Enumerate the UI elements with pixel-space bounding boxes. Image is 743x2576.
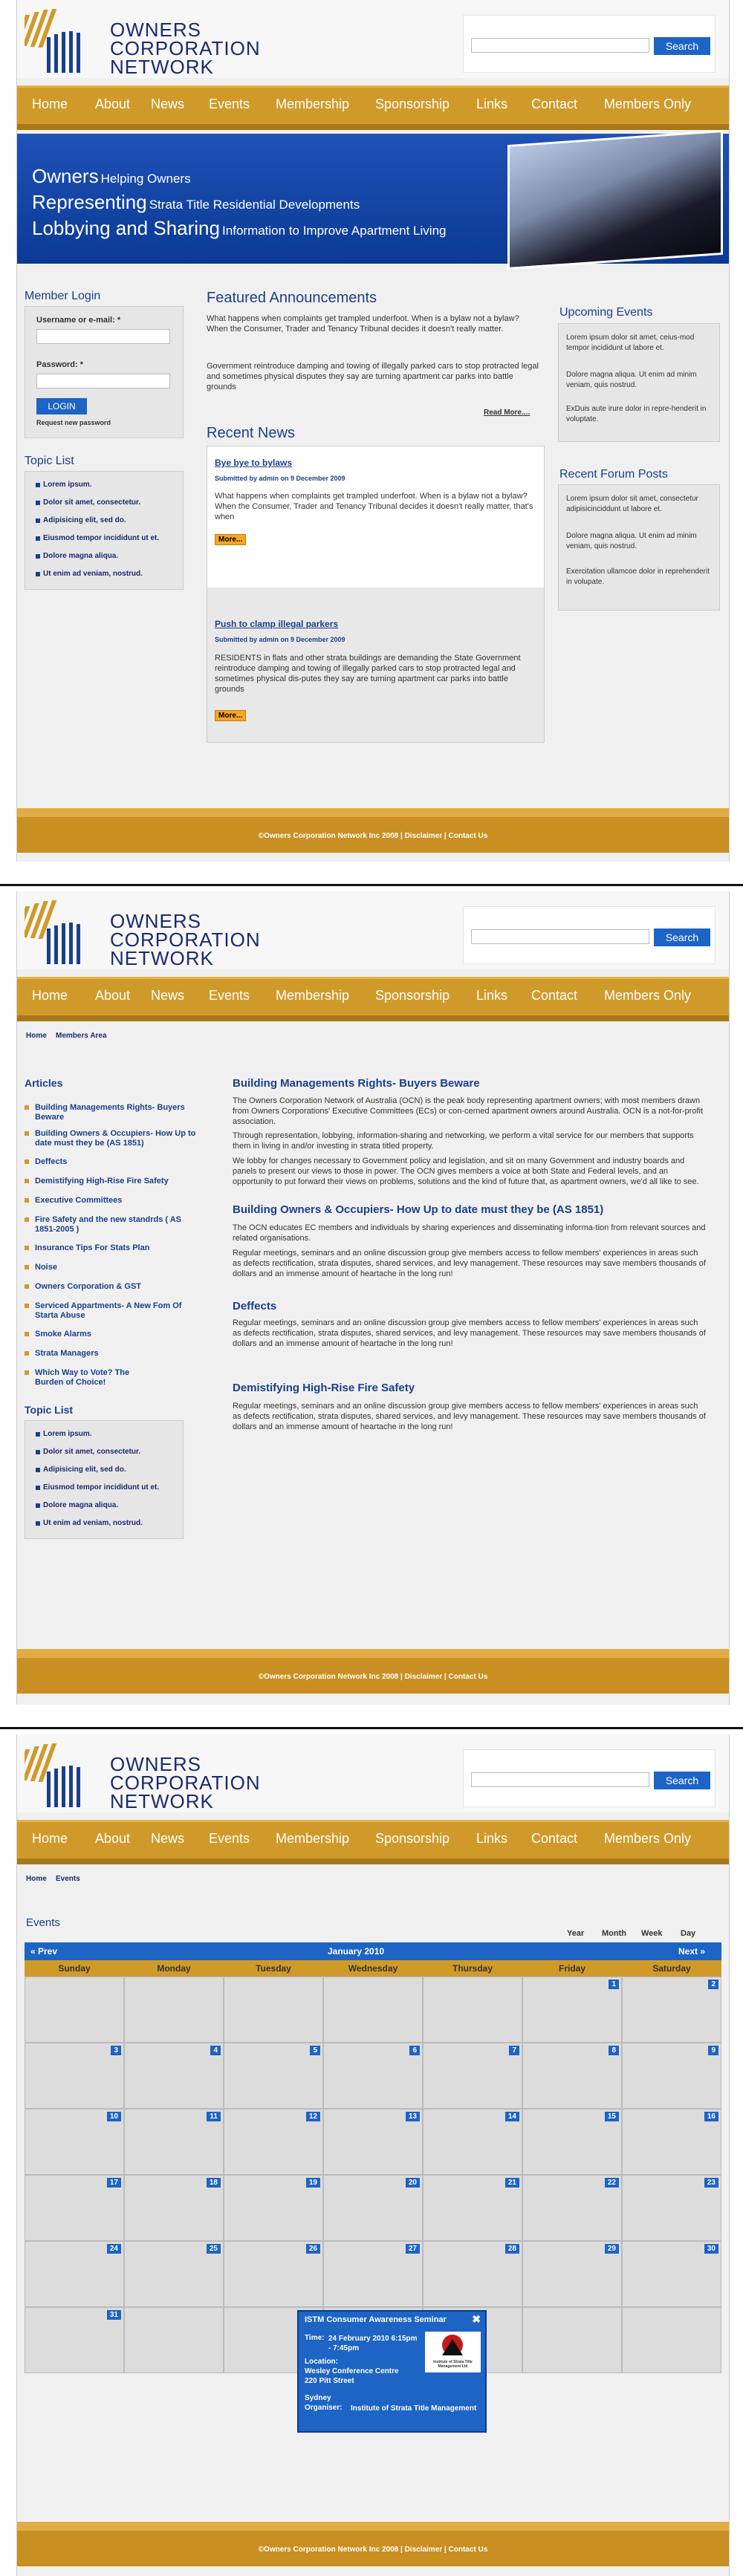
calendar-day-cell[interactable] — [124, 2109, 224, 2175]
nav-news[interactable]: News — [151, 988, 185, 1003]
topic-item[interactable]: Adipisicing elit, sed do. — [43, 516, 126, 524]
breadcrumb — [17, 1029, 729, 1044]
breadcrumb-events[interactable]: Events — [56, 1875, 80, 1883]
main-nav — [17, 977, 729, 1021]
day-number[interactable]: 2 — [708, 1980, 718, 1989]
footer-text[interactable]: ©Owners Corporation Network Inc 2008 | Disclaimer | Contact Us — [258, 2546, 488, 2554]
news-text: What happens when complaints get trampled underfoot. When is a bylaw not a bylaw? When the Consumer, Trader and Tenancy Tribunal decides it doesn't really matter, that's when — [215, 492, 533, 521]
forum-p3: Exercitation ullamcoe dolor in reprehenderit in volupate. — [566, 567, 710, 586]
footer — [17, 1649, 729, 1694]
article-paragraph: Regular meetings, seminars and an online discussion group give members access to fellow members' experiences in areas such as defects rectification, strata disputes, shared services, and levy management. These resources may save members thousands of dollars and an immense amount of heartache in the long run! — [233, 1249, 706, 1278]
calendar-day-cell[interactable] — [323, 2043, 423, 2109]
view-year[interactable]: Year — [567, 1929, 585, 1938]
nav-contact[interactable]: Contact — [531, 988, 578, 1003]
calendar-day-cell — [423, 1977, 522, 2043]
forum-panel — [558, 484, 720, 611]
calendar-day-cell[interactable] — [224, 2043, 323, 2109]
news-byline: Submitted by admin on 9 December 2009 — [215, 475, 345, 482]
nav-members-only[interactable]: Members Only — [604, 97, 692, 111]
day-number[interactable]: 7 — [509, 2046, 519, 2055]
calendar-day-cell[interactable] — [622, 2109, 721, 2175]
day-number[interactable]: 12 — [306, 2112, 320, 2121]
day-number[interactable]: 31 — [107, 2310, 121, 2320]
day-number[interactable]: 24 — [107, 2244, 121, 2254]
article-link[interactable]: Executive Committees — [35, 1196, 198, 1206]
day-header: Friday — [558, 1963, 585, 1974]
logo-text: OWNERS CORPORATION NETWORK — [110, 19, 261, 78]
banner-line-1: Owners Helping Owners — [32, 165, 191, 187]
nav-home[interactable]: Home — [32, 1831, 68, 1846]
calendar-day-cell[interactable] — [124, 2043, 224, 2109]
calendar-day-cell[interactable] — [323, 2241, 423, 2307]
calendar-day-cell[interactable] — [522, 2175, 622, 2241]
topic-item[interactable]: Dolor sit amet, consectetur. — [43, 1448, 141, 1456]
footer — [17, 2522, 729, 2566]
nav-members-only[interactable]: Members Only — [604, 988, 692, 1003]
view-day[interactable]: Day — [681, 1929, 696, 1938]
day-number[interactable]: 19 — [306, 2178, 320, 2188]
topic-list-title: Topic List — [25, 1404, 74, 1416]
events-title: Events — [26, 1916, 60, 1929]
calendar-day-cell[interactable] — [522, 1977, 622, 2043]
logo-text: OWNERS CORPORATION NETWORK — [110, 1753, 261, 1812]
nav-events[interactable]: Events — [209, 988, 250, 1003]
login-title: Member Login — [25, 290, 101, 302]
calendar-day-cell[interactable] — [124, 2175, 224, 2241]
nav-news[interactable]: News — [151, 97, 185, 111]
calendar-day-cell[interactable] — [423, 2109, 522, 2175]
day-number[interactable]: 30 — [704, 2244, 718, 2254]
article-link[interactable]: Building Managements Rights- Buyers Beware — [35, 1103, 198, 1122]
nav-about[interactable]: About — [95, 1831, 131, 1846]
breadcrumb-members[interactable]: Members Area — [56, 1032, 107, 1040]
search-area — [463, 1749, 716, 1807]
day-header: Saturday — [652, 1963, 691, 1974]
calendar — [25, 1942, 721, 2413]
search-input[interactable] — [471, 38, 649, 53]
breadcrumb-home[interactable]: Home — [26, 1032, 47, 1040]
day-number[interactable]: 25 — [207, 2244, 221, 2254]
day-number[interactable]: 1 — [609, 1980, 619, 1989]
nav-members-only[interactable]: Members Only — [604, 1831, 692, 1846]
news-more-button[interactable]: More... — [215, 710, 246, 721]
article-paragraph: Regular meetings, seminars and an online discussion group give members access to fellow members' experiences in areas such as defects rectification, strata disputes, shared services, and levy management. These resources may save members thousands of dollars and an immense amount of heartache in the long run! — [233, 1318, 706, 1348]
popup-location-label: Location: — [305, 2358, 338, 2366]
calendar-day-cell[interactable] — [522, 2043, 622, 2109]
calendar-day-cell[interactable] — [622, 2175, 721, 2241]
calendar-day-cell[interactable] — [224, 2175, 323, 2241]
article-link[interactable]: Which Way to Vote? The Burden of Choice! — [35, 1368, 154, 1388]
forum-p2: Dolore magna aliqua. Ut enim ad minim veniam, quis nostrud. — [566, 532, 697, 550]
day-number[interactable]: 26 — [306, 2244, 320, 2254]
page-members — [16, 891, 730, 1705]
calendar-day-cell — [124, 1977, 224, 2043]
ocn-logo — [25, 1742, 95, 1809]
nav-home[interactable]: Home — [32, 97, 68, 111]
topic-item[interactable]: Ut enim ad veniam, nostrud. — [43, 570, 143, 578]
topic-list-panel — [25, 1420, 184, 1539]
article-link[interactable]: Owners Corporation & GST — [35, 1282, 198, 1292]
calendar-day-cell[interactable] — [522, 2241, 622, 2307]
article-link[interactable]: Strata Managers — [35, 1349, 198, 1359]
header — [17, 0, 729, 78]
day-number[interactable]: 20 — [406, 2178, 420, 2188]
news-title-link[interactable]: Push to clamp illegal parkers — [215, 619, 339, 629]
news-text: RESIDENTS in flats and other strata buildings are demanding the State Government reintroduce damping and towing of illegally parked cars to stop protracted legal and sometimes physical dis-putes they say are turning apartment car parks into battle grounds — [215, 654, 521, 694]
day-header: Sunday — [58, 1963, 91, 1974]
hero-banner — [17, 134, 729, 264]
nav-news[interactable]: News — [151, 1831, 185, 1846]
article-link[interactable]: Fire Safety and the new standrds ( AS 1851-2005 ) — [35, 1215, 191, 1235]
month-label: January 2010 — [328, 1946, 385, 1957]
popup-organiser: Institute of Strata Title Management — [351, 2404, 477, 2413]
forum-p1: Lorem ipsum dolor sit amet, consectetur adipisicinciddunt ut labore et. — [566, 495, 698, 513]
calendar-day-cell[interactable] — [622, 2043, 721, 2109]
footer-text[interactable]: ©Owners Corporation Network Inc 2008 | Disclaimer | Contact Us — [258, 832, 488, 840]
article-link[interactable]: Smoke Alarms — [35, 1330, 198, 1339]
nav-membership[interactable]: Membership — [276, 1831, 350, 1846]
calendar-day-cell[interactable] — [25, 2109, 124, 2175]
day-number[interactable]: 13 — [406, 2112, 420, 2121]
calendar-day-cell — [522, 2307, 622, 2373]
popup-location-2: 220 Pitt Street — [305, 2377, 354, 2385]
article-paragraph: Regular meetings, seminars and an online discussion group give members access to fellow members' experiences in areas such as defects rectification, strata disputes, shared services, and levy management. These resources may save members thousands of dollars and an immense amount of heartache in the long run! — [233, 1402, 706, 1431]
article-link[interactable]: Deffects — [35, 1157, 198, 1167]
breadcrumb — [17, 1872, 729, 1887]
banner-photo — [507, 130, 723, 270]
day-number[interactable]: 16 — [704, 2112, 718, 2121]
nav-membership[interactable]: Membership — [276, 988, 350, 1003]
page-separator — [0, 884, 743, 886]
footer-text[interactable]: ©Owners Corporation Network Inc 2008 | Disclaimer | Contact Us — [258, 1673, 488, 1681]
popup-time: 24 February 2010 6:15pm - 7:45pm — [328, 2335, 418, 2352]
day-number[interactable]: 9 — [708, 2046, 718, 2055]
search-input[interactable] — [471, 1772, 649, 1787]
day-number[interactable]: 3 — [111, 2046, 121, 2055]
organiser-logo-text: Institute of Strata Title Management Ltd — [433, 2360, 473, 2369]
ocn-logo — [25, 7, 95, 74]
page-home — [16, 0, 730, 862]
calendar-day-cell[interactable] — [323, 2175, 423, 2241]
organiser-logo — [425, 2332, 481, 2372]
logo-text: OWNERS CORPORATION NETWORK — [110, 910, 261, 969]
page-separator — [0, 1727, 743, 1729]
day-header: Monday — [157, 1963, 191, 1974]
topic-item[interactable]: Lorem ipsum. — [43, 1430, 92, 1438]
search-button[interactable]: Search — [654, 1772, 710, 1789]
topic-item[interactable]: Dolor sit amet, consectetur. — [43, 498, 141, 507]
view-month[interactable]: Month — [602, 1929, 626, 1938]
calendar-day-cell[interactable] — [25, 2175, 124, 2241]
popup-time-label: Time: — [305, 2334, 325, 2342]
topic-item[interactable]: Dolore magna aliqua. — [43, 552, 119, 560]
calendar-day-cell[interactable] — [25, 2241, 124, 2307]
day-header: Wednesday — [348, 1963, 398, 1974]
article-link[interactable]: Demistifying High-Rise Fire Safety — [35, 1177, 198, 1186]
topic-item[interactable]: Dolore magna aliqua. — [43, 1501, 119, 1509]
topic-list-title: Topic List — [25, 455, 74, 467]
next-month-button[interactable]: Next » — [678, 1946, 706, 1957]
topic-item[interactable]: Eiusmod tempor incididunt ut et. — [43, 534, 160, 542]
day-number[interactable]: 10 — [107, 2112, 121, 2121]
upcoming-p3: ExDuis aute irure dolor in repre-henderit in voluptate. — [566, 405, 707, 423]
nav-events[interactable]: Events — [209, 97, 250, 111]
calendar-day-cell[interactable] — [224, 2109, 323, 2175]
nav-sponsorship[interactable]: Sponsorship — [375, 1831, 450, 1846]
nav-contact[interactable]: Contact — [531, 1831, 578, 1846]
article-heading: Building Managements Rights- Buyers Beware — [233, 1077, 480, 1090]
day-number[interactable]: 17 — [107, 2178, 121, 2188]
topic-item[interactable]: Adipisicing elit, sed do. — [43, 1466, 126, 1474]
breadcrumb-home[interactable]: Home — [26, 1875, 47, 1883]
calendar-day-cell[interactable] — [622, 2241, 721, 2307]
day-number[interactable]: 29 — [605, 2244, 619, 2254]
calendar-day-cell[interactable] — [423, 2175, 522, 2241]
main-nav — [17, 85, 729, 130]
day-header: Thursday — [452, 1963, 493, 1974]
day-number[interactable]: 23 — [704, 2178, 718, 2188]
banner-line-2: Representing Strata Title Residential Developments — [32, 191, 360, 213]
day-number[interactable]: 5 — [310, 2046, 320, 2055]
calendar-day-cell — [124, 2307, 224, 2373]
article-link[interactable]: Insurance Tips For Stats Plan — [35, 1243, 198, 1253]
event-popup — [297, 2310, 487, 2433]
nav-about[interactable]: About — [95, 988, 131, 1003]
ocn-logo — [25, 899, 95, 966]
main-nav — [17, 1820, 729, 1864]
upcoming-events-panel — [558, 323, 720, 442]
close-icon[interactable]: ✖ — [472, 2313, 481, 2325]
password-label: Password: * — [36, 360, 83, 369]
nav-about[interactable]: About — [95, 97, 131, 111]
recent-forum-title: Recent Forum Posts — [559, 468, 668, 481]
articles-title: Articles — [25, 1077, 63, 1089]
search-area — [463, 15, 716, 73]
login-panel — [25, 306, 184, 438]
popup-organiser-label: Organiser: — [305, 2404, 343, 2412]
login-button[interactable]: LOGIN — [36, 398, 87, 414]
nav-home[interactable]: Home — [32, 988, 68, 1003]
article-heading: Deffects — [233, 1300, 277, 1313]
nav-events[interactable]: Events — [209, 1831, 250, 1846]
popup-location-3: Sydney — [305, 2394, 331, 2402]
day-number[interactable]: 22 — [605, 2178, 619, 2188]
nav-links[interactable]: Links — [476, 97, 508, 111]
username-field[interactable] — [36, 329, 170, 344]
article-link[interactable]: Noise — [35, 1263, 198, 1272]
search-input[interactable] — [471, 929, 649, 944]
calendar-day-cell[interactable] — [323, 2109, 423, 2175]
day-number[interactable]: 6 — [409, 2046, 420, 2055]
featured-p1: What happens when complaints get trampled underfoot. When is a bylaw not a bylaw? When the Consumer, Trader and Tenancy Tribunal decides it doesn't really matter. — [207, 314, 519, 334]
day-number[interactable]: 15 — [605, 2112, 619, 2121]
calendar-day-cell — [25, 1977, 124, 2043]
popup-title: ISTM Consumer Awareness Seminar — [305, 2315, 447, 2324]
day-number[interactable]: 21 — [505, 2178, 519, 2188]
article-paragraph: Through representation, lobbying, information-sharing and networking, we perform a vital service for our members that supports them in living in and/or investing in strata titled property. — [233, 1131, 694, 1151]
topic-item[interactable]: Ut enim ad veniam, nostrud. — [43, 1519, 143, 1527]
calendar-day-cell[interactable] — [522, 2109, 622, 2175]
article-heading: Building Owners & Occupiers- How Up to date must they be (AS 1851) — [233, 1203, 604, 1216]
calendar-day-cell[interactable] — [224, 2241, 323, 2307]
page-events — [16, 1734, 730, 2576]
nav-links[interactable]: Links — [476, 1831, 508, 1846]
nav-links[interactable]: Links — [476, 988, 508, 1003]
calendar-day-cell[interactable] — [25, 2043, 124, 2109]
nav-sponsorship[interactable]: Sponsorship — [375, 988, 450, 1003]
day-number[interactable]: 14 — [505, 2112, 519, 2121]
featured-title: Featured Announcements — [207, 290, 377, 306]
popup-location-1: Wesley Conference Centre — [305, 2367, 399, 2375]
nav-membership[interactable]: Membership — [276, 97, 350, 111]
day-number[interactable]: 4 — [210, 2046, 221, 2055]
article-link[interactable]: Serviced Appartments- A New Fom Of Starta Abuse — [35, 1301, 198, 1321]
topic-list-panel — [25, 471, 184, 590]
request-password-link[interactable]: Request new password — [36, 419, 111, 426]
day-header: Tuesday — [256, 1963, 291, 1974]
news-title-link[interactable]: Bye bye to bylaws — [215, 458, 293, 468]
upcoming-p1: Lorem ipsum dolor sit amet, ceius-mod tempor incididunt ut labore et. — [566, 334, 695, 352]
nav-contact[interactable]: Contact — [531, 97, 578, 111]
news-item — [207, 446, 544, 588]
news-panel — [207, 446, 545, 743]
search-button[interactable]: Search — [654, 37, 710, 55]
day-number[interactable]: 8 — [609, 2046, 619, 2055]
nav-sponsorship[interactable]: Sponsorship — [375, 97, 450, 111]
header — [17, 891, 729, 969]
upcoming-events-title: Upcoming Events — [559, 306, 653, 319]
recent-news-title: Recent News — [207, 425, 295, 441]
search-button[interactable]: Search — [654, 928, 710, 946]
topic-item[interactable]: Eiusmod tempor incididunt ut et. — [43, 1483, 160, 1492]
organiser-logo-icon — [425, 2332, 481, 2358]
read-more-link[interactable]: Read More.... — [484, 409, 531, 417]
day-number[interactable]: 11 — [207, 2112, 221, 2121]
search-area — [463, 906, 716, 964]
calendar-day-cell — [323, 1977, 423, 2043]
banner-line-3: Lobbying and Sharing Information to Improve Apartment Living — [32, 217, 447, 239]
news-byline: Submitted by admin on 9 December 2009 — [215, 636, 345, 643]
calendar-day-cell[interactable] — [124, 2241, 224, 2307]
password-field[interactable] — [36, 374, 170, 388]
article-paragraph: We lobby for changes necessary to Government policy and legislation, and sit on many Government and industry boards and panels to present our views to those in power. The OCN gives members a voice at both State and Federal levels, and an opportunity to put forward their views on problems, solutions and the kind of future that, as apartment owners, we'd all like to see. — [233, 1157, 699, 1186]
calendar-day-cell — [622, 2307, 721, 2373]
day-header-row — [25, 1960, 721, 1977]
article-heading: Demistifying High-Rise Fire Safety — [233, 1382, 415, 1394]
view-week[interactable]: Week — [641, 1929, 663, 1938]
header — [17, 1734, 729, 1812]
article-paragraph: The OCN educates EC members and individuals by sharing experiences and disseminating informa-tion from relevant sources and related organisations. — [233, 1223, 706, 1243]
calendar-day-cell[interactable] — [25, 2307, 124, 2373]
article-paragraph: The Owners Corporation Network of Australia (OCN) is the peak body representing apartment owners; with most members drawn from Owners Corporations' Executive Committees (ECs) or con-cerned apartment owners around Australia. OCN is a not-for-profit association. — [233, 1096, 704, 1126]
day-number[interactable]: 27 — [406, 2244, 420, 2254]
day-number[interactable]: 28 — [505, 2244, 519, 2254]
calendar-day-cell — [224, 1977, 323, 2043]
footer — [17, 808, 729, 853]
topic-item[interactable]: Lorem ipsum. — [43, 481, 92, 489]
prev-month-button[interactable]: « Prev — [30, 1946, 58, 1957]
username-label: Username or e-mail: * — [36, 316, 121, 325]
news-more-button[interactable]: More... — [215, 534, 246, 545]
featured-p2: Government reintroduce damping and towing of illegally parked cars to stop protracted legal and sometimes physical disputes they say are turning apartment car parks into battle grounds — [207, 362, 539, 391]
calendar-day-cell[interactable] — [622, 1977, 721, 2043]
calendar-day-cell[interactable] — [423, 2241, 522, 2307]
article-link[interactable]: Building Owners & Occupiers- How Up to date must they be (AS 1851) — [35, 1129, 198, 1148]
day-number[interactable]: 18 — [207, 2178, 221, 2188]
calendar-day-cell[interactable] — [423, 2043, 522, 2109]
upcoming-p2: Dolore magna aliqua. Ut enim ad minim veniam, quis nostrud. — [566, 371, 697, 389]
calendar-nav — [25, 1942, 721, 1960]
